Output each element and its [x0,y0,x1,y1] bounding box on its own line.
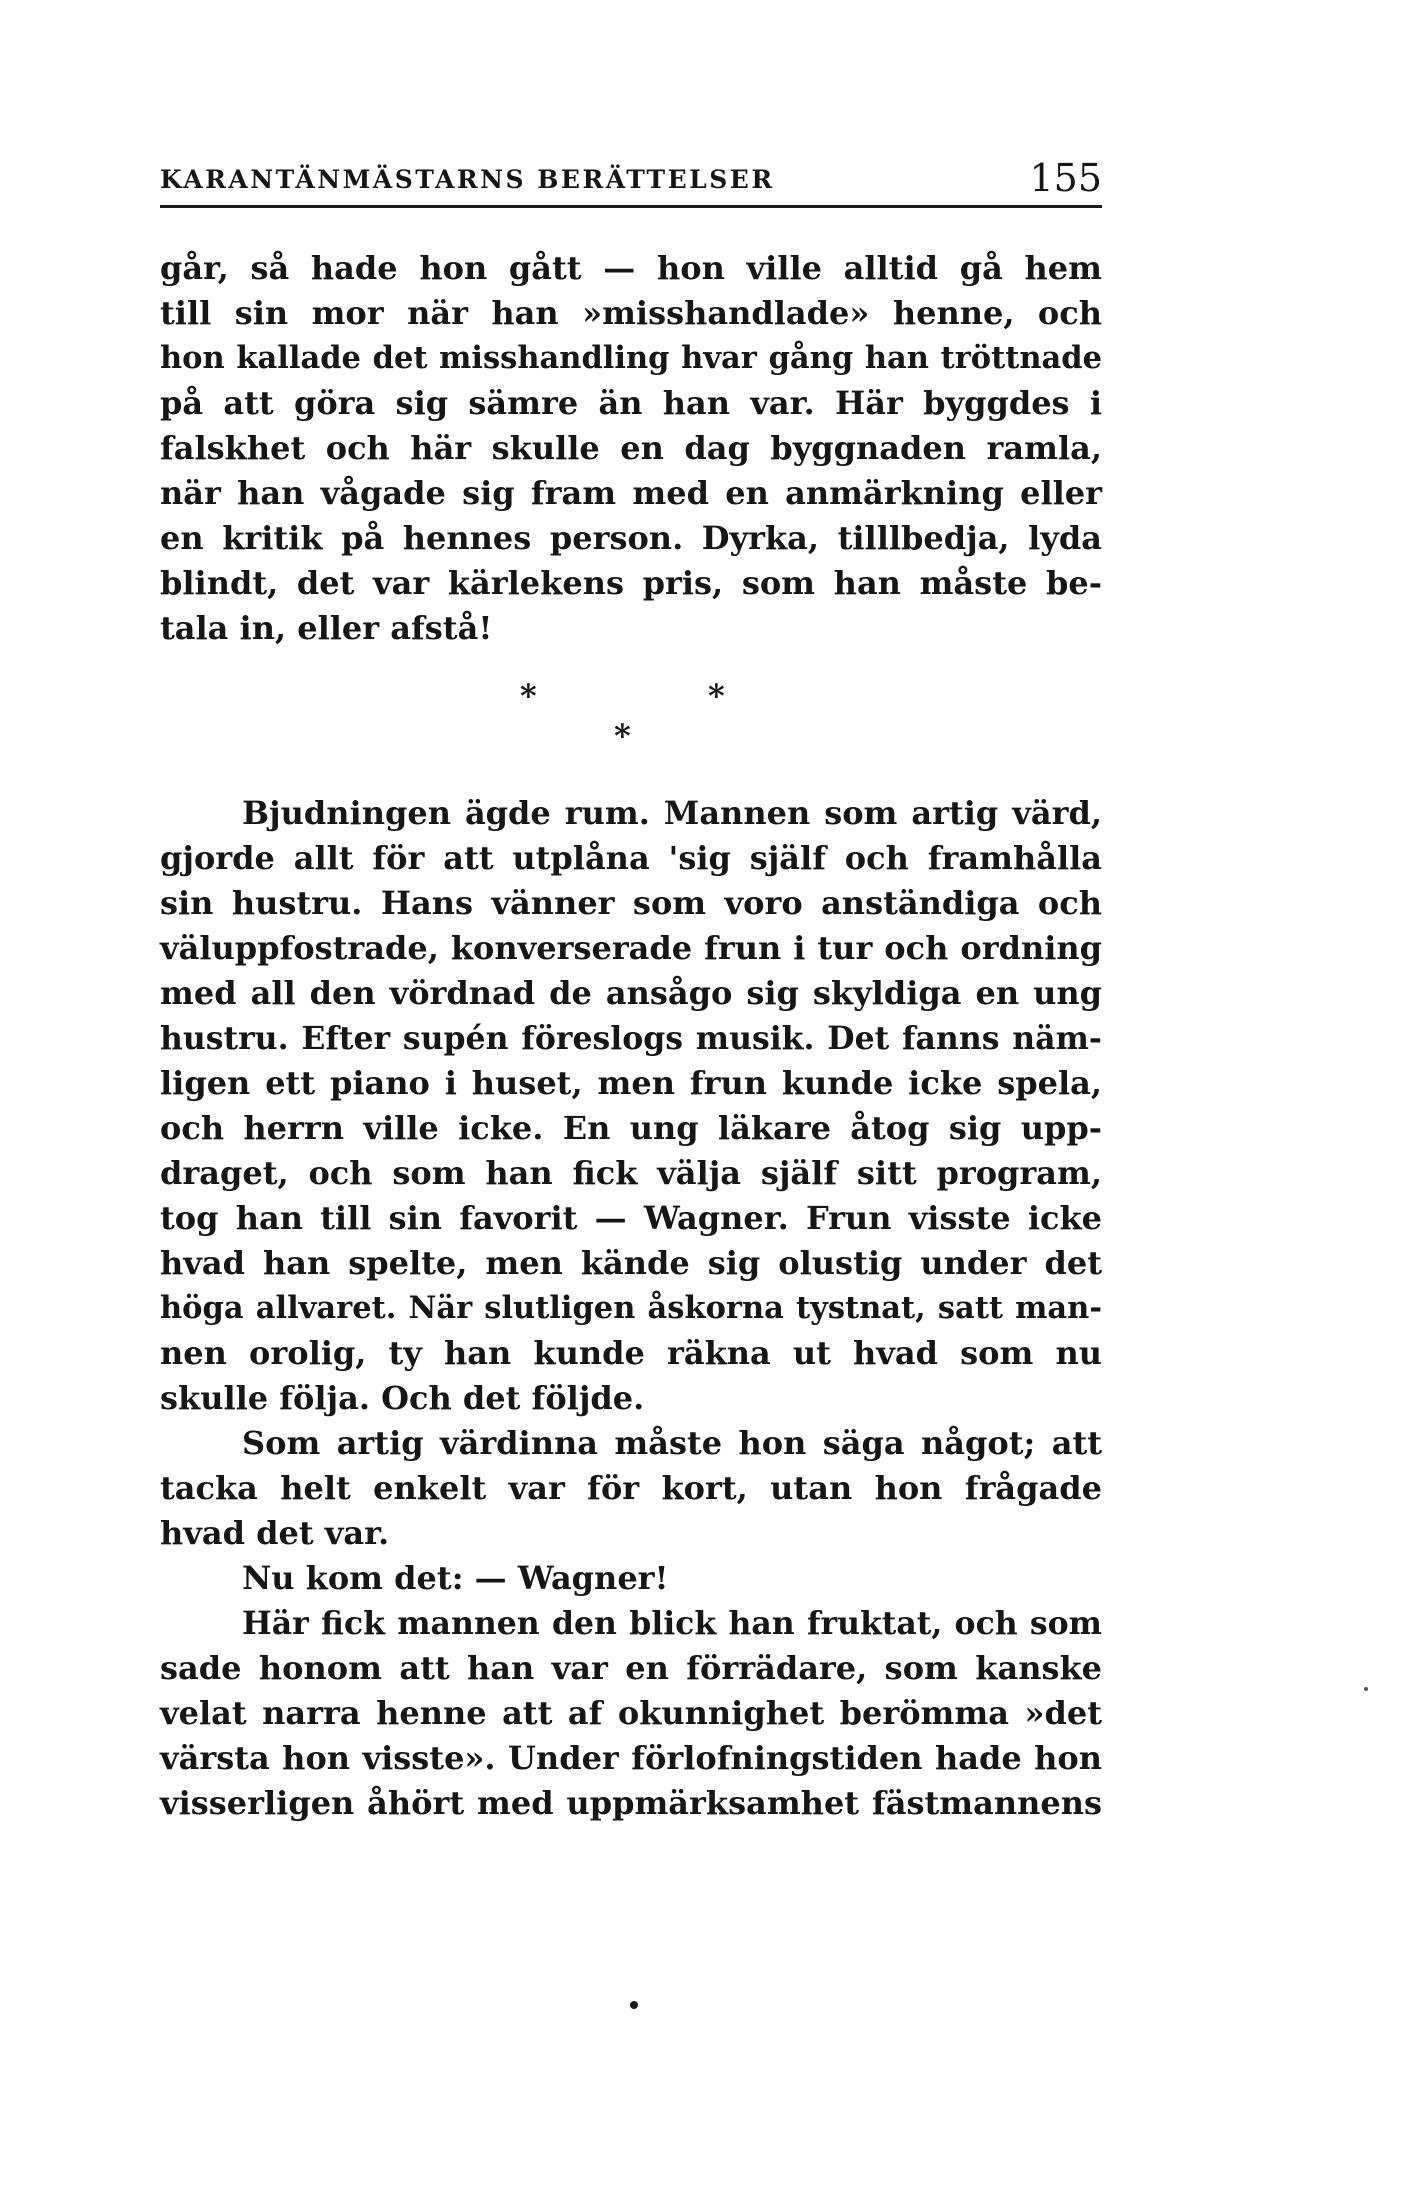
text-line: sade honom att han var en förrädare, som kanske [160,1649,1102,1687]
text-line: går, så hade hon gått — hon ville alltid gå hem [160,249,1102,287]
text-line: till sin mor när han »misshandlade» henne, och [160,294,1102,332]
text-line: draget, och som han fick välja själf sitt program, [160,1154,1102,1192]
text-line: velat narra henne att af okunnighet berömma »det [160,1694,1102,1732]
text-line: tog han till sin favorit — Wagner. Frun visste icke [160,1199,1102,1237]
page-number: 155 [1029,156,1102,200]
asterism-separator [520,677,760,770]
text-line: tala in, eller afstå! [160,609,493,647]
paragraph-first-line: Som artig värdinna måste hon säga något; att [242,1424,1102,1462]
running-head [160,156,1102,210]
running-title: KARANTÄNMÄSTARNS BERÄTTELSER [160,165,775,194]
text-line: nen orolig, ty han kunde räkna ut hvad som nu [160,1334,1102,1372]
text-line: när han vågade sig fram med en anmärkning eller [160,474,1102,512]
paragraph-first-line: Bjudningen ägde rum. Mannen som artig värd, [242,794,1102,832]
text-line: tacka helt enkelt var för kort, utan hon frågade [160,1469,1102,1507]
text-line: gjorde allt för att utplåna 'sig själf och framhålla [160,839,1102,877]
ink-dot-mark [630,2001,638,2009]
text-line: höga allvaret. När slutligen åskorna tystnat, satt man- [160,1290,1102,1326]
text-line: blindt, det var kärlekens pris, som han måste be- [160,564,1102,602]
header-rule [160,205,1102,208]
paper-speck [1364,1687,1368,1691]
text-line: värsta hon visste». Under förlofningstiden hade hon [160,1739,1102,1777]
text-line: visserligen åhört med uppmärksamhet fästmannens [160,1784,1102,1822]
text-line: skulle följa. Och det följde. [160,1379,645,1417]
asterisk: * [520,677,537,715]
text-line: sin hustru. Hans vänner som voro anständiga och [160,884,1102,922]
text-line: ligen ett piano i huset, men frun kunde icke spela, [160,1064,1102,1102]
text-line: hvad han spelte, men kände sig olustig under det [160,1244,1102,1282]
text-line: med all den vördnad de ansågo sig skyldiga en ung [160,974,1102,1012]
asterisk: * [708,677,725,715]
text-line: en kritik på hennes person. Dyrka, tilllbedja, lyda [160,519,1102,557]
text-line: och herrn ville icke. En ung läkare åtog sig upp- [160,1109,1102,1147]
text-line: på att göra sig sämre än han var. Här byggdes i [160,384,1102,422]
text-line: väluppfostrade, konverserade frun i tur och ordning [160,929,1102,967]
section-body [160,791,1102,1826]
text-line: falskhet och här skulle en dag byggnaden ramla, [160,429,1102,467]
paragraph-continued [160,246,1102,651]
text-line: hustru. Efter supén föreslogs musik. Det fanns näm- [160,1020,1102,1057]
text-line: hon kallade det misshandling hvar gång han tröttnade [160,340,1102,376]
asterisk: * [614,717,631,755]
paragraph-first-line: Nu kom det: — Wagner! [242,1559,669,1597]
text-line: hvad det var. [160,1514,390,1552]
paragraph-first-line: Här fick mannen den blick han fruktat, och som [242,1605,1102,1642]
